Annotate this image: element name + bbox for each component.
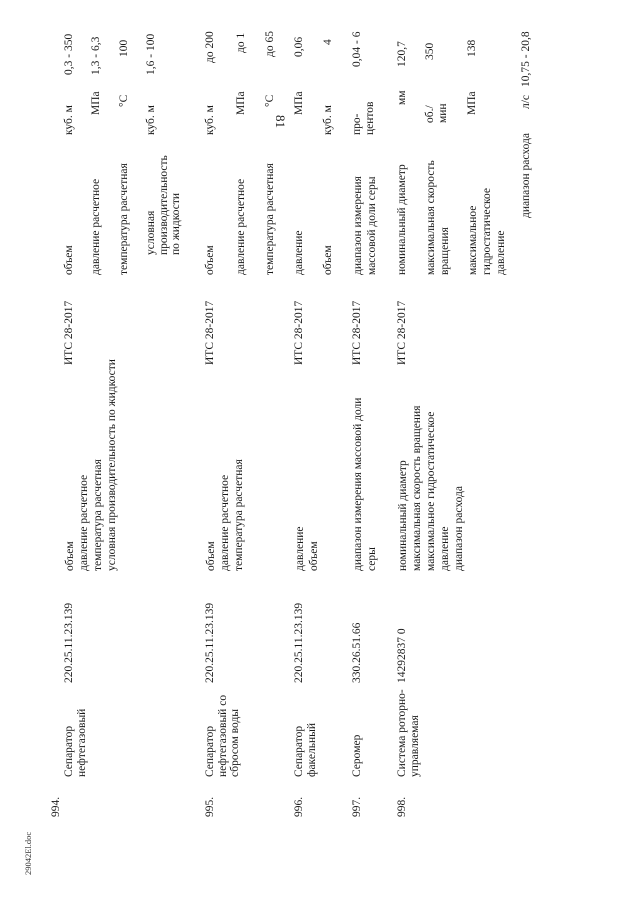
- row-995-char-3: температура расчетная: [233, 459, 245, 571]
- row-998-param-3-unit: МПа: [466, 91, 478, 115]
- row-995-param-3-value: до 65: [264, 31, 276, 57]
- row-998-param-4-value: 10,75 - 20,8: [520, 31, 532, 87]
- row-994-number: 994.: [50, 796, 62, 817]
- row-994-param-2-name: давление расчетное: [90, 178, 102, 275]
- row-996-param-2-unit: куб. м: [322, 105, 334, 135]
- row-994-char-1: объем: [64, 541, 76, 571]
- row-994-standard: ИТС 28-2017: [63, 300, 75, 365]
- row-995-param-2-name: давление расчетное: [235, 178, 247, 275]
- row-996-param-1-name: давление: [293, 230, 305, 275]
- row-996-param-2-value: 4: [322, 39, 334, 45]
- row-997-number: 997.: [351, 796, 363, 817]
- row-995-param-1-name: объем: [204, 245, 216, 275]
- row-996-characteristics: [293, 527, 321, 572]
- row-994-name: Сепаратор нефтегазовый: [63, 708, 88, 777]
- row-998-param-1-unit: мм: [396, 90, 408, 105]
- row-997-code: 330.26.51.66: [351, 622, 363, 683]
- row-998-param-2-name: максимальная скорость вращения: [425, 160, 451, 275]
- row-994-char-4: условная производительность по жидкости: [106, 359, 118, 571]
- row-995-char-1: объем: [205, 541, 217, 571]
- row-995-param-1-unit: куб. м: [204, 105, 216, 135]
- row-997-characteristics: диапазон измерения массовой доли серы: [352, 397, 378, 571]
- row-995-param-2-value: до 1: [235, 32, 247, 53]
- row-998-param-1-name: номинальный диаметр: [396, 164, 408, 275]
- row-995-char-2: давление расчетное: [219, 474, 231, 571]
- row-994-param-3-name: температура расчетная: [118, 163, 130, 275]
- footer-filename: 29042El.doc: [23, 831, 33, 875]
- row-996-code: 220.25.11.23.139: [293, 602, 305, 683]
- row-998-param-2-value: 350: [424, 42, 436, 60]
- row-996-char-1: давление: [294, 526, 306, 571]
- row-998-param-1-value: 120,7: [396, 41, 408, 67]
- row-998-param-3-value: 138: [466, 39, 478, 57]
- row-995-param-3-name: температура расчетная: [264, 163, 276, 275]
- row-998-param-3-name: максимальное гидростатическое давление: [467, 187, 507, 275]
- row-994-param-3-value: 100: [118, 39, 130, 57]
- row-994-param-1-value: 0,3 - 350: [63, 33, 75, 75]
- row-994-param-1-name: объем: [63, 245, 75, 275]
- row-995-characteristics: [204, 459, 246, 571]
- row-997-param-1-value: 0,04 - 6: [351, 31, 363, 67]
- row-994-param-3-unit: °С: [118, 94, 130, 107]
- row-994-char-3: температура расчетная: [92, 459, 104, 571]
- row-996-char-2: объем: [308, 541, 320, 571]
- row-994-characteristics: [63, 359, 119, 571]
- row-997-param-1-name: диапазон измерения массовой доли серы: [352, 176, 378, 275]
- row-994-param-4-unit: куб. м: [145, 105, 157, 135]
- row-995-standard: ИТС 28-2017: [204, 300, 216, 365]
- row-997-standard: ИТС 28-2017: [351, 300, 363, 365]
- row-996-param-1-unit: МПа: [293, 91, 305, 115]
- row-998-characteristics: [396, 371, 466, 571]
- row-995-param-1-value: до 200: [204, 31, 216, 63]
- row-998-param-4-unit: л/с: [520, 94, 532, 109]
- row-998-char-2: максимальная скорость вращения: [411, 405, 423, 571]
- row-997-name: Серомер: [351, 734, 363, 777]
- row-996-param-2-name: объем: [322, 245, 334, 275]
- row-998-char-4: диапазон расхода: [453, 486, 465, 571]
- row-997-param-1-unit: про- центов: [351, 101, 376, 135]
- row-995-param-3-unit: °С: [264, 94, 276, 107]
- row-998-char-1: номинальный диаметр: [397, 460, 409, 571]
- page-number: 81: [273, 115, 288, 128]
- row-998-number: 998.: [396, 796, 408, 817]
- row-998-standard: ИТС 28-2017: [396, 300, 408, 365]
- row-998-param-4-name: диапазон расхода: [520, 133, 532, 218]
- row-998-name: Система роторно-управляемая: [396, 689, 421, 777]
- row-994-code: 220.25.11.23.139: [63, 602, 75, 683]
- row-994-param-2-unit: МПа: [90, 91, 102, 115]
- row-996-standard: ИТС 28-2017: [293, 300, 305, 365]
- row-996-param-1-value: 0,06: [293, 36, 305, 57]
- row-994-param-4-name: условная производительность по жидкости: [145, 155, 182, 255]
- row-995-code: 220.25.11.23.139: [204, 602, 216, 683]
- row-998-code: 14292837 0: [396, 628, 408, 683]
- row-994-char-2: давление расчетное: [78, 474, 90, 571]
- row-995-number: 995.: [204, 796, 216, 817]
- row-998-char-3: максимальное гидростатическое давление: [425, 411, 451, 571]
- row-995-name: Сепаратор нефтегазовый со сбросом воды: [204, 694, 241, 777]
- row-994-param-2-value: 1,3 - 6,3: [90, 36, 102, 75]
- row-994-param-1-unit: куб. м: [63, 105, 75, 135]
- row-998-param-2-unit: об./ мин: [424, 103, 449, 123]
- row-996-name: Сепаратор факельный: [293, 723, 318, 777]
- row-994-param-4-value: 1,6 - 100: [145, 33, 157, 75]
- row-995-param-2-unit: МПа: [235, 91, 247, 115]
- row-996-number: 996.: [293, 796, 305, 817]
